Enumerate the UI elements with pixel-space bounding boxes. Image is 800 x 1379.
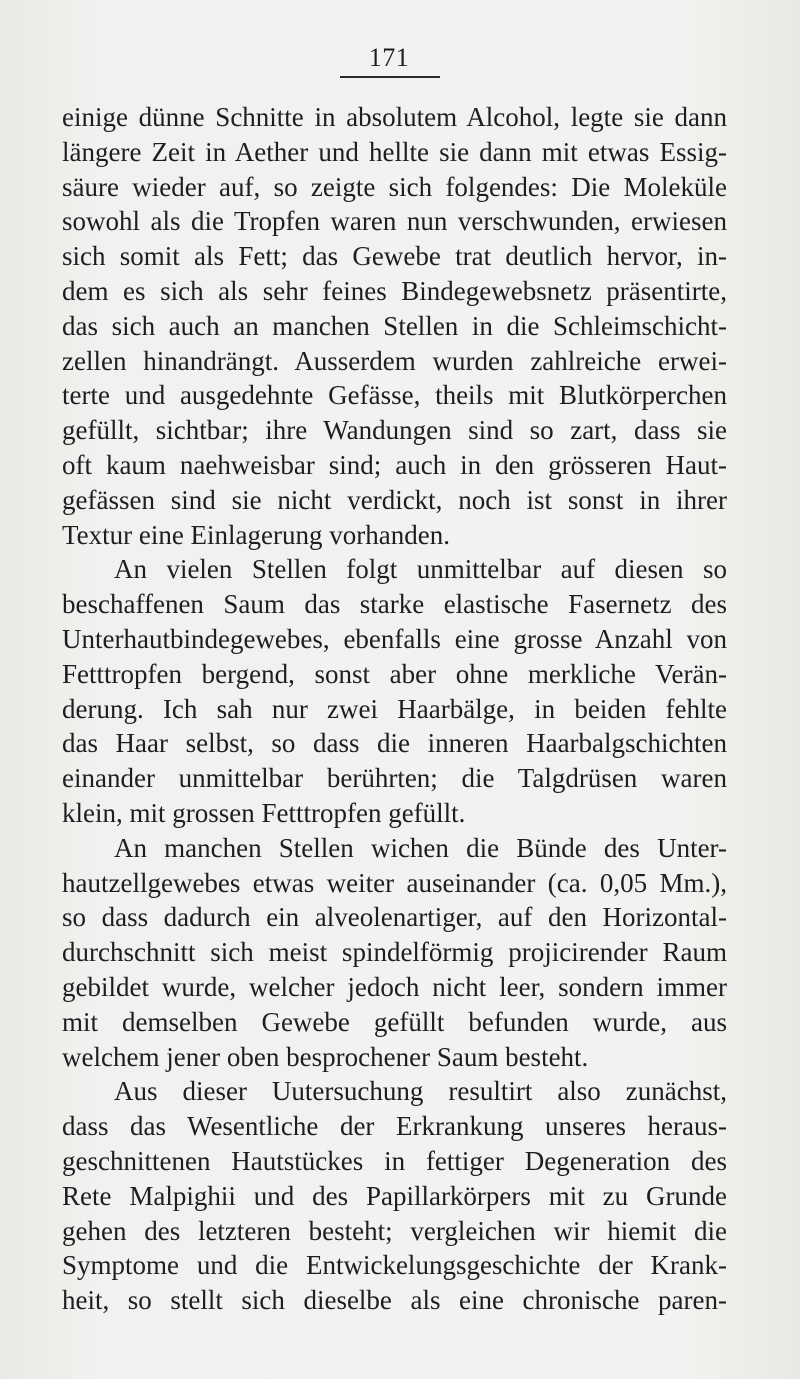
text-line: zellen hinandrängt. Ausserdem wurden zahlreiche erwei- — [62, 345, 727, 376]
text-line: längere Zeit in Aether und hellte sie dann mit etwas Essig- — [62, 136, 727, 167]
text-line: heit, so stellt sich dieselbe als eine chronische paren- — [62, 1285, 727, 1316]
text-line: säure wieder auf, so zeigte sich folgendes: Die Moleküle — [62, 171, 727, 202]
text-line: terte und ausgedehnte Gefässe, theils mit Blutkörperchen — [62, 380, 727, 411]
text-line: beschaffenen Saum das starke elastische Fasernetz des — [62, 589, 727, 620]
text-line: Rete Malpighii und des Papillarkörpers mit zu Grunde — [62, 1180, 727, 1211]
text-line: derung. Ich sah nur zwei Haarbälge, in beiden fehlte — [62, 693, 727, 724]
text-line: Unterhautbindegewebes, ebenfalls eine grosse Anzahl von — [62, 623, 727, 654]
text-line: Textur eine Einlagerung vorhanden. — [62, 519, 450, 550]
text-line: einige dünne Schnitte in absolutem Alcohol, legte sie dann — [62, 102, 727, 132]
text-line: einander unmittelbar berührten; die Talgdrüsen waren — [62, 763, 727, 794]
text-line: An vielen Stellen folgt unmittelbar auf diesen so — [114, 554, 727, 585]
text-line: hautzellgewebes etwas weiter auseinander (ca. 0,05 Mm.), — [62, 867, 727, 898]
text-line: durchschnitt sich meist spindelförmig projicirender Raum — [62, 937, 727, 968]
text-line: An manchen Stellen wichen die Bünde des Unter- — [114, 832, 727, 863]
text-line: Symptome und die Entwickelungsgeschichte der Krank- — [62, 1250, 727, 1281]
text-line: gebildet wurde, welcher jedoch nicht leer, sondern immer — [62, 971, 727, 1002]
text-line: gehen des letzteren besteht; vergleichen wir hiemit die — [62, 1215, 727, 1246]
text-line: geschnittenen Hautstückes in fettiger Degeneration des — [62, 1145, 727, 1176]
text-line: gefüllt, sichtbar; ihre Wandungen sind so zart, dass sie — [62, 415, 727, 446]
text-line: mit demselben Gewebe gefüllt befunden wurde, aus — [62, 1006, 727, 1037]
text-line: das Haar selbst, so dass die inneren Haarbalgschichten — [62, 728, 727, 759]
text-line: sich somit als Fett; das Gewebe trat deutlich hervor, in- — [62, 241, 727, 272]
page-header — [338, 42, 440, 74]
text-line: Aus dieser Uutersuchung resultirt also zunächst, — [114, 1076, 727, 1107]
text-line: so dass dadurch ein alveolenartiger, auf den Horizontal- — [62, 902, 727, 933]
page-number: 171 — [368, 43, 410, 72]
text-line: klein, mit grossen Fetttropfen gefüllt. — [62, 797, 466, 828]
text-line: Fetttropfen bergend, sonst aber ohne merkliche Verän- — [62, 658, 727, 689]
text-line: das sich auch an manchen Stellen in die Schleimschicht- — [62, 310, 727, 341]
text-line: sowohl als die Tropfen waren nun verschwunden, erwiesen — [62, 206, 727, 237]
text-line: dass das Wesentliche der Erkrankung unseres heraus- — [62, 1111, 727, 1142]
text-line: welchem jener oben besprochener Saum besteht. — [62, 1041, 589, 1072]
header-rule — [340, 76, 440, 78]
text-line: gefässen sind sie nicht verdickt, noch ist sonst in ihrer — [62, 484, 727, 515]
text-line: dem es sich als sehr feines Bindegewebsnetz präsentirte, — [62, 275, 727, 306]
body-text — [62, 100, 727, 1318]
text-line: oft kaum naehweisbar sind; auch in den grösseren Haut- — [62, 449, 727, 480]
